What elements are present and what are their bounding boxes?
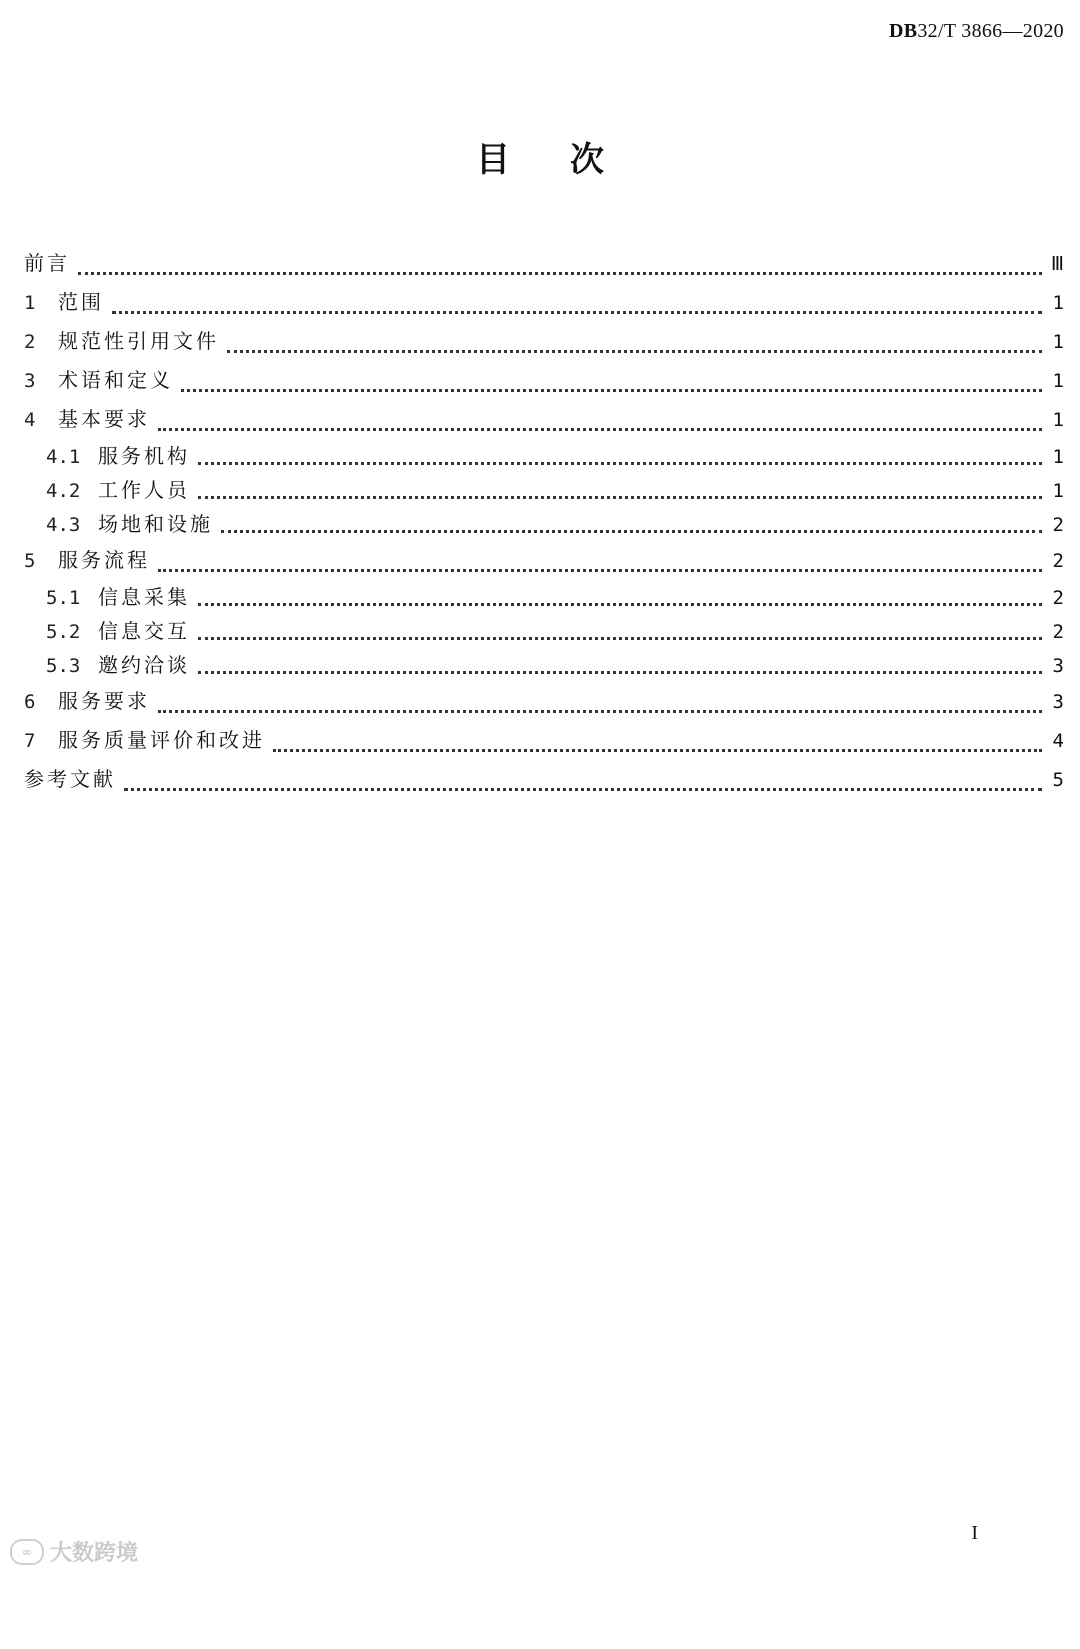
toc-entry-label: 基本要求 <box>58 407 150 431</box>
toc-entry-page: 1 <box>1052 409 1064 431</box>
doc-code-prefix: DB <box>888 20 918 42</box>
toc-leader-dots <box>112 311 1042 314</box>
toc-entry-label: 服务机构 <box>98 444 190 468</box>
toc-entry-number: 4.3 <box>46 514 81 536</box>
toc-entry-page: 1 <box>1052 292 1064 314</box>
toc-leader-dots <box>198 637 1042 640</box>
toc-entry-page: 2 <box>1052 587 1064 609</box>
watermark-text: 大数跨境 <box>50 1541 139 1566</box>
toc-entry-label: 邀约洽谈 <box>98 653 190 677</box>
toc-leader-dots <box>124 788 1042 791</box>
toc-leader-dots <box>158 428 1042 431</box>
toc-entry-label: 参考文献 <box>24 767 116 791</box>
toc-leader-dots <box>227 350 1042 353</box>
toc-entry-label: 前言 <box>24 251 70 275</box>
toc-entry[interactable] <box>24 580 1064 614</box>
toc-entry-label: 信息采集 <box>98 585 190 609</box>
toc-leader-dots <box>181 389 1042 392</box>
toc-entry-label: 工作人员 <box>98 478 190 502</box>
toc-entry-label: 术语和定义 <box>58 368 173 392</box>
toc-entry-label: 服务要求 <box>58 689 150 713</box>
toc-leader-dots <box>158 569 1042 572</box>
toc-entry[interactable] <box>24 473 1064 507</box>
toc-entry-number: 5.2 <box>46 621 81 643</box>
toc-entry-page: 1 <box>1052 331 1064 353</box>
toc-entry-page: 1 <box>1052 370 1064 392</box>
toc-entry-label: 范围 <box>58 290 104 314</box>
toc-entry[interactable] <box>24 244 1064 283</box>
toc-leader-dots <box>221 530 1042 533</box>
toc-entry[interactable] <box>24 760 1064 799</box>
toc-entry-number: 1 <box>24 292 36 314</box>
toc-entry[interactable] <box>24 721 1064 760</box>
toc-entry[interactable] <box>24 507 1064 541</box>
toc-leader-dots <box>198 671 1042 674</box>
page-number: I <box>971 1522 978 1544</box>
toc-leader-dots <box>78 272 1042 275</box>
document-code <box>889 20 1064 43</box>
toc-entry-number: 4.1 <box>46 446 81 468</box>
toc-entry[interactable] <box>24 400 1064 439</box>
toc-entry-page: 3 <box>1052 691 1064 713</box>
toc-entry-page: 5 <box>1052 769 1064 791</box>
toc-entry-page: 2 <box>1052 550 1064 572</box>
toc-entry-page: 2 <box>1052 514 1064 536</box>
toc-entry[interactable] <box>24 648 1064 682</box>
toc-entry-number: 2 <box>24 331 36 353</box>
toc-entry-page: 4 <box>1052 730 1064 752</box>
toc-entry-number: 6 <box>24 691 36 713</box>
watermark-logo-icon: ∞ <box>10 1539 44 1565</box>
toc-entry[interactable] <box>24 322 1064 361</box>
toc-entry-page: 1 <box>1052 446 1064 468</box>
toc-entry-number: 5.1 <box>46 587 81 609</box>
toc-entry-page: 1 <box>1052 480 1064 502</box>
toc-entry-label: 服务流程 <box>58 548 150 572</box>
table-of-contents <box>24 244 1064 799</box>
toc-entry-label: 服务质量评价和改进 <box>58 728 265 752</box>
toc-entry-page: 3 <box>1052 655 1064 677</box>
toc-entry-number: 4 <box>24 409 36 431</box>
toc-entry[interactable] <box>24 283 1064 322</box>
toc-entry-number: 7 <box>24 730 36 752</box>
toc-entry-page: Ⅲ <box>1050 253 1064 275</box>
toc-entry-label: 规范性引用文件 <box>58 329 219 353</box>
toc-entry[interactable] <box>24 439 1064 473</box>
toc-leader-dots <box>158 710 1042 713</box>
toc-leader-dots <box>198 462 1042 465</box>
toc-leader-dots <box>198 496 1042 499</box>
toc-entry[interactable] <box>24 682 1064 721</box>
watermark <box>10 1536 138 1567</box>
doc-code-number: 32/T 3866—2020 <box>917 20 1064 42</box>
toc-entry-number: 3 <box>24 370 36 392</box>
toc-entry-number: 5.3 <box>46 655 81 677</box>
toc-entry-number: 4.2 <box>46 480 81 502</box>
toc-leader-dots <box>273 749 1042 752</box>
toc-entry-number: 5 <box>24 550 36 572</box>
toc-entry-page: 2 <box>1052 621 1064 643</box>
toc-entry[interactable] <box>24 614 1064 648</box>
toc-entry[interactable] <box>24 541 1064 580</box>
toc-entry-label: 场地和设施 <box>98 512 213 536</box>
toc-entry-label: 信息交互 <box>98 619 190 643</box>
toc-leader-dots <box>198 603 1042 606</box>
toc-entry[interactable] <box>24 361 1064 400</box>
page-title: 目次 <box>476 140 664 180</box>
